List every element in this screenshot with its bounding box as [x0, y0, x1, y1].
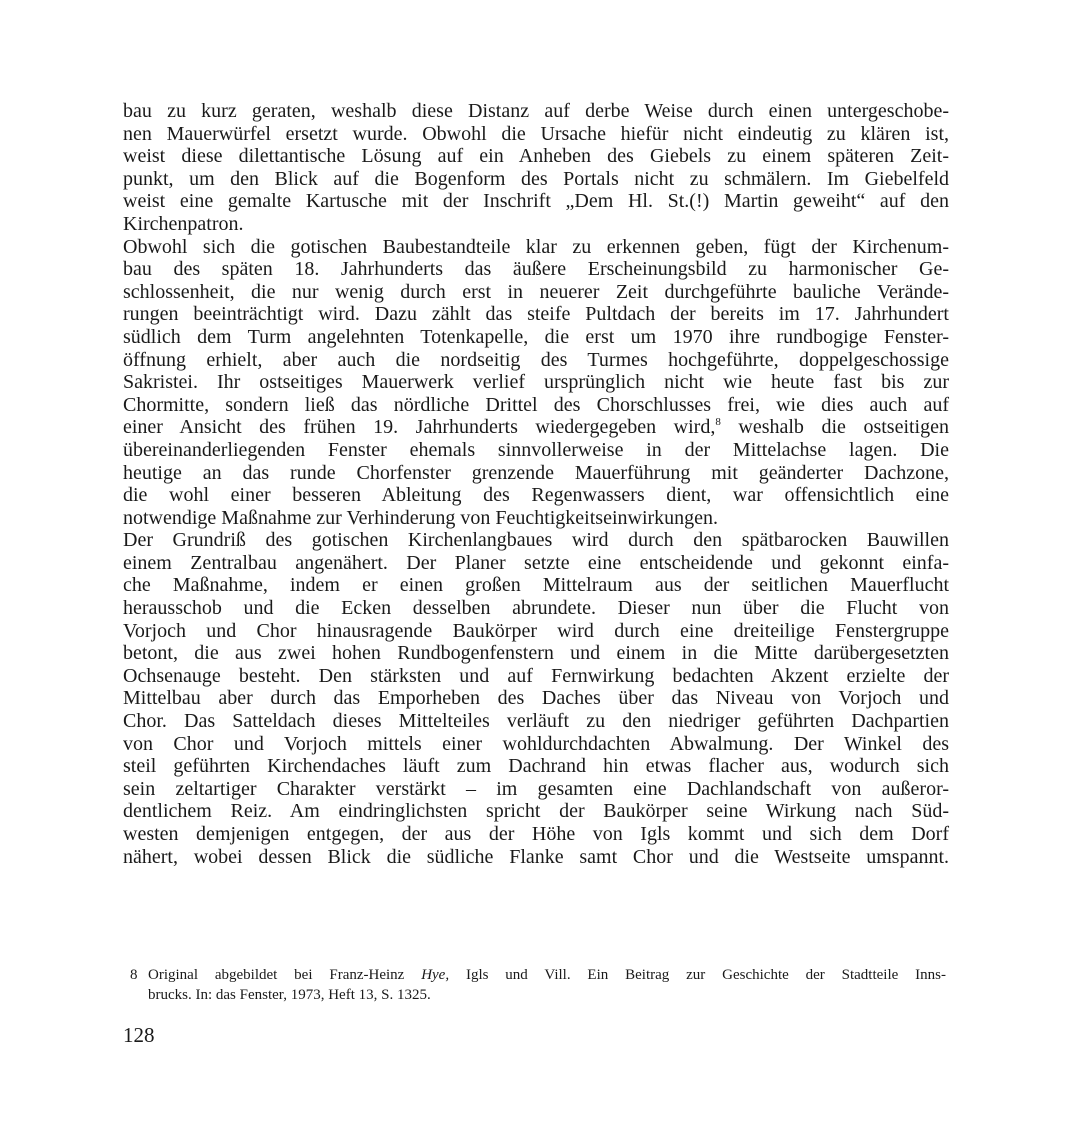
- text-line: weist diese dilettantische Lösung auf ein Anheben des Giebels zu einem späteren Zeit-: [123, 145, 949, 168]
- text-line: Kirchenpatron.: [123, 212, 244, 235]
- text-line: notwendige Maßnahme zur Verhinderung von Feuchtigkeitseinwirkungen.: [123, 506, 719, 529]
- text-line: Mittelbau aber durch das Emporheben des Daches über das Niveau von Vorjoch und: [123, 687, 949, 710]
- text-line: rungen beeinträchtigt wird. Dazu zählt das steife Pultdach der bereits im 17. Jahrhundert: [123, 303, 949, 326]
- footnote-number: 8: [130, 967, 138, 983]
- footnote-line1-before: Original abgebildet bei Franz-Heinz: [148, 967, 422, 983]
- text-line: dentlichem Reiz. Am eindringlichsten spricht der Baukörper seine Wirkung nach Süd-: [123, 800, 949, 823]
- body-text: [123, 100, 949, 868]
- paragraph-3: [123, 529, 949, 868]
- text-line: punkt, um den Blick auf die Bogenform des Portals nicht zu schmälern. Im Giebelfeld: [123, 167, 949, 190]
- text-line: öffnung erhielt, aber auch die nordseitig des Turmes hochgeführte, doppelgeschossige: [123, 348, 949, 371]
- paragraph-2: [123, 236, 949, 530]
- text-line: nen Mauerwürfel ersetzt wurde. Obwohl die Ursache hiefür nicht eindeutig zu klären ist,: [123, 122, 949, 145]
- line-text-after-ref: weshalb die ostseitigen: [720, 416, 949, 439]
- footnote-line: [148, 965, 946, 985]
- text-line: betont, die aus zwei hohen Rundbogenfenstern und einem in die Mitte darübergesetzten: [123, 642, 949, 665]
- text-line: bau zu kurz geraten, weshalb diese Distanz auf derbe Weise durch einen untergeschobe-: [123, 100, 949, 122]
- text-line: von Chor und Vorjoch mittels einer wohldurchdachten Abwalmung. Der Winkel des: [123, 732, 949, 755]
- text-line: Chor. Das Satteldach dieses Mittelteiles verläuft zu den niedriger geführten Dachpartien: [123, 710, 949, 733]
- text-line: schlossenheit, die nur wenig durch erst in neuerer Zeit durchgeführte bauliche Verände-: [123, 280, 949, 303]
- text-line: herausschob und die Ecken desselben abrundete. Dieser nun über die Flucht von: [123, 597, 949, 620]
- text-line: Obwohl sich die gotischen Baubestandteile klar zu erkennen geben, fügt der Kirchenum-: [123, 235, 949, 258]
- text-line: südlich dem Turm angelehnten Totenkapelle, die erst um 1970 ihre rundbogige Fenster-: [123, 325, 949, 348]
- text-line: einem Zentralbau angenähert. Der Planer setzte eine entscheidende und gekonnt einfa-: [123, 551, 949, 574]
- text-line: Ochsenauge besteht. Den stärksten und auf Fernwirkung bedachten Akzent erzielte der: [123, 664, 949, 687]
- text-line: bau des späten 18. Jahrhunderts das äußere Erscheinungsbild zu harmonischer Ge-: [123, 258, 949, 281]
- text-line: Chormitte, sondern ließ das nördliche Drittel des Chorschlusses frei, wie dies auch auf: [123, 393, 949, 416]
- footnote-line: brucks. In: das Fenster, 1973, Heft 13, S. 1325.: [148, 987, 431, 1003]
- text-line: übereinanderliegenden Fenster ehemals sinnvollerweise in der Mittelachse lagen. Die: [123, 438, 949, 461]
- text-line: Sakristei. Ihr ostseitiges Mauerwerk verlief ursprünglich nicht wie heute fast bis zur: [123, 371, 949, 394]
- paragraph-1: [123, 100, 949, 236]
- text-line: weist eine gemalte Kartusche mit der Inschrift „Dem Hl. St.(!) Martin geweiht“ auf den: [123, 190, 949, 213]
- text-line: westen demjenigen entgegen, der aus der Höhe von Igls kommt und sich dem Dorf: [123, 823, 949, 845]
- footnote: [130, 965, 946, 1005]
- footnote-author: Hye,: [421, 967, 450, 983]
- text-line-with-footnote: [123, 416, 949, 439]
- footnote-line1-after: Igls und Vill. Ein Beitrag zur Geschichte der Stadtteile Inns-: [449, 967, 946, 983]
- text-line: sein zeltartiger Charakter verstärkt – im gesamten eine Dachlandschaft von außeror-: [123, 777, 949, 800]
- text-line: Vorjoch und Chor hinausragende Baukörper wird durch eine dreiteilige Fenstergruppe: [123, 619, 949, 642]
- text-line: Der Grundriß des gotischen Kirchenlangbaues wird durch den spätbarocken Bauwillen: [123, 529, 949, 552]
- text-line: nähert, wobei dessen Blick die südliche Flanke samt Chor und die Westseite umspannt.: [123, 845, 949, 868]
- footnote-text: [148, 965, 946, 1005]
- text-line: heutige an das runde Chorfenster grenzende Mauerführung mit geänderter Dachzone,: [123, 461, 949, 484]
- text-line: die wohl einer besseren Ableitung des Regenwassers dient, war offensichtlich eine: [123, 484, 949, 507]
- page-number: 128: [123, 1023, 155, 1047]
- line-text-before-ref: einer Ansicht des frühen 19. Jahrhunderts wiedergegeben wird,: [123, 416, 716, 439]
- text-line: che Maßnahme, indem er einen großen Mittelraum aus der seitlichen Mauerflucht: [123, 574, 949, 597]
- footnote-reference[interactable]: 8: [715, 416, 721, 429]
- text-line: steil geführten Kirchendaches läuft zum Dachrand hin etwas flacher aus, wodurch sich: [123, 755, 949, 778]
